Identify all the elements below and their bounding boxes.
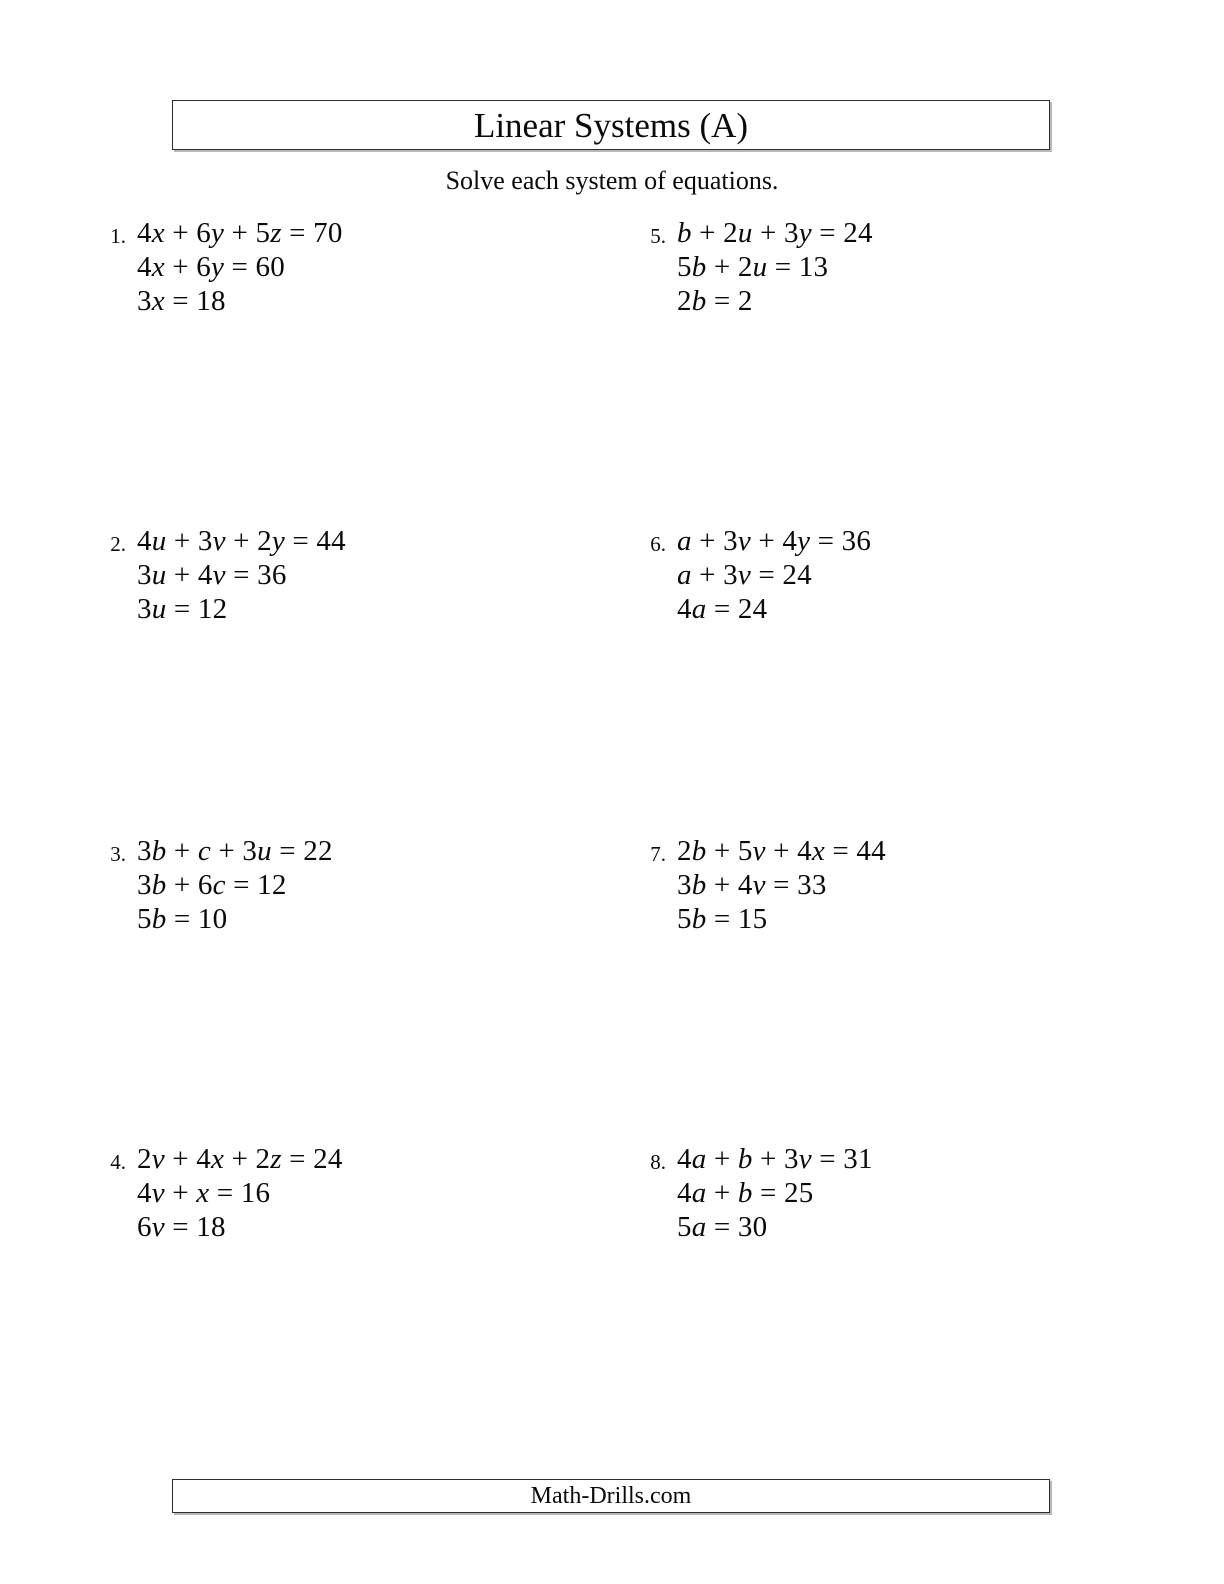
problem-number: 1. bbox=[110, 224, 126, 248]
problem-2 bbox=[96, 524, 346, 626]
worksheet-title: Linear Systems (A) bbox=[473, 105, 749, 145]
equation-line: 2b + 5v + 4x = 44 bbox=[677, 835, 886, 867]
equation-line: 4x + 6y = 60 bbox=[137, 251, 285, 283]
equation-line: 5b = 15 bbox=[677, 903, 768, 935]
equation-line: b + 2u + 3y = 24 bbox=[677, 217, 873, 249]
equation-line: 2b = 2 bbox=[677, 285, 753, 317]
equation-line: 3b + 6c = 12 bbox=[137, 869, 287, 901]
problem-7 bbox=[636, 834, 886, 936]
equation-line: 4u + 3v + 2y = 44 bbox=[137, 525, 346, 557]
equation-group bbox=[137, 524, 346, 626]
problem-8 bbox=[636, 1142, 873, 1244]
title-box bbox=[172, 100, 1050, 150]
problem-number: 2. bbox=[110, 532, 126, 556]
equation-line: 2v + 4x + 2z = 24 bbox=[137, 1143, 343, 1175]
equation-line: 5b + 2u = 13 bbox=[677, 251, 829, 283]
problem-6 bbox=[636, 524, 871, 626]
footer-box bbox=[172, 1479, 1050, 1513]
equation-line: 4x + 6y + 5z = 70 bbox=[137, 217, 343, 249]
equation-line: 3x = 18 bbox=[137, 285, 226, 317]
equation-line: 5b = 10 bbox=[137, 903, 228, 935]
equation-line: 4a = 24 bbox=[677, 593, 768, 625]
equation-group bbox=[677, 524, 871, 626]
equation-group bbox=[677, 834, 886, 936]
equation-line: 6v = 18 bbox=[137, 1211, 226, 1243]
problem-3 bbox=[96, 834, 333, 936]
equation-line: 5a = 30 bbox=[677, 1211, 768, 1243]
equation-line: 3b + 4v = 33 bbox=[677, 869, 827, 901]
problem-number: 4. bbox=[110, 1150, 126, 1174]
problem-number: 5. bbox=[650, 224, 666, 248]
equation-group bbox=[677, 216, 873, 318]
equation-line: 3u + 4v = 36 bbox=[137, 559, 287, 591]
problem-number: 3. bbox=[110, 842, 126, 866]
equation-group bbox=[137, 1142, 343, 1244]
equation-line: a + 3v = 24 bbox=[677, 559, 812, 591]
equation-line: 3u = 12 bbox=[137, 593, 228, 625]
equation-line: 3b + c + 3u = 22 bbox=[137, 835, 333, 867]
equation-line: 4v + x = 16 bbox=[137, 1177, 271, 1209]
equation-line: 4a + b + 3v = 31 bbox=[677, 1143, 873, 1175]
problem-4 bbox=[96, 1142, 343, 1244]
problem-1 bbox=[96, 216, 343, 318]
problem-number: 8. bbox=[650, 1150, 666, 1174]
problem-number: 7. bbox=[650, 842, 666, 866]
instructions: Solve each system of equations. bbox=[445, 166, 779, 195]
equation-group bbox=[137, 216, 343, 318]
equation-line: 4a + b = 25 bbox=[677, 1177, 814, 1209]
footer-site-name: Math-Drills.com bbox=[530, 1483, 692, 1509]
equation-group bbox=[137, 834, 333, 936]
equation-line: a + 3v + 4y = 36 bbox=[677, 525, 872, 557]
problem-5 bbox=[636, 216, 873, 318]
equation-group bbox=[677, 1142, 873, 1244]
problem-number: 6. bbox=[650, 532, 666, 556]
